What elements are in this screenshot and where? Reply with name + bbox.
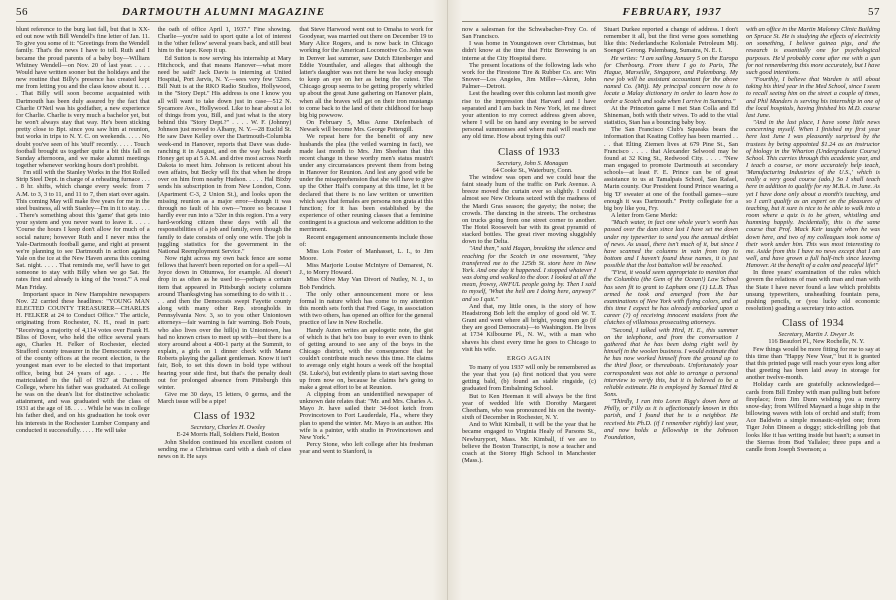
right-column-3 xyxy=(746,26,880,600)
right-columns xyxy=(462,26,880,600)
class-secretary: Secretary, Charles H. Owsley xyxy=(190,424,266,432)
paragraph: Important space in New Hampshire newspapers Nov. 22 carried these headlines: "YOUNG MAN ELECTED COUNTY TREASURER—CHARLES H. FELKER at 24 to Conduct Office." The article, originating from Rochester, N. H., read in part: "Receiving a majority of 4,114 votes over Frank H. Bliss of Dover, who held the office several years ago, Charles H. Felker of Rochester, elected Strafford county treasurer in the Democratic sweep of the county offices at the recent election, is the youngest man ever to be elected to that important office, being but 24 years of age. . . . . He matriculated in the fall of 1927 at Dartmouth College, where his father was graduated. At college he was on the dean's list for distinctive scholastic attainment, and was graduated with the class of 1931 at the age of 18. . . . . While he was in college his father died, and on his graduation he took over his interests in the Rochester Lumber Company and conducted it successfully. . . . . He will take xyxy=(16,290,150,434)
paragraph: He writes: "I am sailing January 5 on the Europa for Cherbourg. From there I go to Paris, The Hague, Marseille, Singapore, and Palembang. My new job will be assistant accountant for the above named Co. (Mij). My principal concern now is to locate a Malay dictionary in order to learn how to order a Scotch and soda when I arrive in Sumatra." xyxy=(604,54,738,105)
paragraph: But to Ken Heeman it will always be the first year of wedded life with Dorothy Margaret Cheetham, who was pronounced his on the twenty-sixth of December in Rochester, N. Y. xyxy=(462,392,596,422)
paragraph: In three years' examination of the rules which govern the relations of man with man and man with the State I have never found a law which prohibits unsung typewriters, unsheathing fountain pens, pushing pencils, or (you lucky old economic resolution) goading a secretary into action. xyxy=(746,269,880,313)
paragraph: "Much water, in fact one whole year's worth has passed over the dam since last I have set me down under my typewriter to send you the annual driblet of news. As usual, there isn't much of it, but since I have scanned the columns in vain from top to bottom and I haven't found these names, it is just possible that the lost battalion will be reached. xyxy=(604,219,738,270)
issue-date: FEBRUARY, 1937 xyxy=(622,6,722,18)
class-secretary: Secretary, John S. Monagan xyxy=(497,159,568,167)
paragraph: Stuart Durkee reported a change of address. I don't remember it all, but the first verse goes something like this: Nederlandsche Koloniale Petroleum Mij. Soengei Gerong. Palembang, Sumatra, N. E. I. xyxy=(604,26,738,55)
class-heading-1932: Class of 1932 xyxy=(193,411,256,423)
paragraph: "And then," said Hagan, breaking the silence and reaching for the Scotch in one movement, "they transferred me to the 125th St. store here in New York. And one day it happened. I stopped whatever I was doing and walked to the door. I looked at all the mean, frowsy, AWFUL people going by. Then I said to myself, 'What the hell am I doing here, anyway?' and so I quit." xyxy=(462,245,596,303)
paragraph: "Second, I talked with Hird, H. E., this summer on the telephone, and from the conversation I gathered that he has been doing right well by himself in the woolen business. I would estimate that he has now worked himself from the ground up to the third floor, or thereabouts. Unfortunately your correspondent was not able to arrange a personal interview to verify this, but it is believed to be a reliable estimate. He is employed by Samuel Hird & Sons. xyxy=(604,326,738,398)
paragraph: To many of you 1937 will only be remembered as the year that you (a) first noticed that you were getting bald, (b) found an stable ringside, (c) graduated from Embalming School. xyxy=(462,364,596,393)
paragraph: The present locations of the following lads who work for the Firestone Tire & Rubber Co. are: Win Snover—Los Angeles, Jim Miller—Akron, John Palmer—Detroit. xyxy=(462,61,596,91)
paragraph: Lest the heading over this column last month give rise to the impression that Harvard and I have separated and I am back in New York, let me direct your attention to my correct address given above, where I will be on hand any evening to be served personal summonses and where mail will reach me any old time. How about trying this out? xyxy=(462,90,596,141)
paragraph: Miss Lois Foster of Manhasset, L. I., to Jim Moore. xyxy=(299,247,434,262)
paragraph: blunt reference to the burg last fall, but that is XX-ed out now with Bill Wendell's fine letter of Jan. 11. To give you some of it: "Greetings from the Wendell family. That's the news I have to tell. Ruth and I became the proud parents of a baby boy—William Whitney Wendell—on Nov. 20 of last year. . . . . Would have written sooner but the holidays and the new routine that Billy's presence has created kept me from letting you and the class know about it. . . . . That Billy will soon become acquainted with Dartmouth has been duly assured by the fact that Charlie O'Neil was his godfather, a new experience for Charlie. Charlie is very much a bachelor yet, but he won't always stay that way. He's been sticking pretty close to Bpt. since you saw him at reunion, but works in trips to N. Y. C. on weekends. . . . . No doubt you've seen of his 'stuff' recently. . . . . Touch football brought us together quite a bit this fall on Sunday afternoons, and we make alumni meetings together whenever working hours don't prohibit. xyxy=(16,26,150,169)
paragraph: Handy Auten writes an apologetic note, the gist of which is that he's too busy to ever even to think of getting around to see any of the boys in the Chicago district, with the consequence that he couldn't contribute much news this time. He claims to average only eight hours a week off the hospital (St. Luke's), but evidently plans to start saving those up from now on, because he claims he's going to make a great effort to be at Reunion. xyxy=(299,326,434,391)
paragraph: with an office in the Martin Maloney Clinic Building on Spruce St. He is studying the effects of electricity on something, I believe guinea pigs, and the research is essentially one for psychological purposes. He'd probably come after me with a gun for not remembering this more accurately, but I have such good intentions. xyxy=(746,26,880,76)
paragraph: now a salesman for the Schwabacher-Frey Co. of San Francisco. xyxy=(462,26,596,41)
paragraph: At the Princeton game I met Stan Colla and Ed Shineman, both with their wives. To add to the vital statistics, Stan has a bouncing baby boy. xyxy=(604,104,738,127)
paragraph: I was home in Youngstown over Christmas, but didn't know at the time that Fritz Browning is an interne at the City Hospital there. xyxy=(462,40,596,62)
paragraph: The window was open and we could hear the faint steady hum of the traffic on Park Avenue. A breeze moved the curtain ever so slightly. I could almost see New Orleans seized with the madness of the Mardi Gras season; the gayety; the noise; the crowds. The dancing in the streets. The orchestras on trucks going from one street corner to another. The Hotel Roosevelt bar with its great pyramid of stacked bottles. The great river moving sluggishly down to the Delta. xyxy=(462,173,596,246)
left-running-head xyxy=(16,6,433,22)
paragraph: Miss Marjorie Louise McIntyre of Demarest, N. J., to Morry Howard. xyxy=(299,262,434,277)
paragraph: We repeat here for the benefit of any new husbands the plea (the veiled warning in fact), we made last month to Mrs. Jim Sheehan that this recent change in these worthy men's status mustn't under any circumstances prevent them from being in Hanover for Reunion. And lest any good wife be under the misapprehension that she will have to give up the Other Half's company at this time, let it be declared that there is no law written or unwritten which says that females are persona non grata at this function; for it has been established by the experience of other reuning classes that a feminine contingent is a gracious and welcome addition to the merriment. xyxy=(299,133,434,234)
class-heading-1933: Class of 1933 xyxy=(498,146,560,158)
right-column-2 xyxy=(604,26,738,600)
paragraph: that Steve Harwood went out to Omaha to work for Goodyear, was married out there on December 19 to Mary Alice Rogers, and is now back in Chicago working for the American Locomotive Co. John was in Denver last summer, saw Dutch Eitenberger and Eddie Younthaler, and alleges that although the latter's daughter was not there he was lucky enough to keep an eye on her as being the cutest. The Chicago group seems to be getting properly whirled up about the great June gathering on Hanover plain, when all the braves will get on their iron mustangs to come back to the land of their childhood for heap big big powwow. xyxy=(299,26,434,119)
paragraph: A letter from Gene Merkt: xyxy=(611,212,678,220)
paragraph: A clipping from an unidentified newspaper of unknown date relates that: "Mr. and Mrs. Charles A. Mayo Jr. have sailed their 34-foot ketch from Provincetown to Fort Lauderdale, Fla., where they plan to spend the winter. Mr. Mayo is an author. His wife is a painter, with studio in Provincetown and New York." xyxy=(299,390,434,441)
paragraph: John Sheldon continued his excellent custom of sending me a Christmas card with a dash of class news on it. He says xyxy=(157,438,292,460)
paragraph: "And in the last place, I have some little news concerning myself. When I finished my first year here last June I was pleasantly surprised by the trustees by being appointed $1.24 as an instructor of biology in the Wharton (Undergraduate Course) School. This carries through this academic year, and I teach a course, or more accurately help teach, 'Manufacturing Industries of the U.S.,' which is really a very good course (ado.) So I shall teach here in addition to qualify for my M.B.A. in June. As yet I have done only about a month's teaching, and so I can't qualify as an expert on the pleasures of teaching, but it sure is nice to be able to walk into a room where a quiz is to be given, whistling and humming happily. Incidentally, this is the same course that Prof. Mack Keir taught when he was down here, and two of my colleagues took some of their work under him. This was most interesting to me. Aside from this I have no news except that I am well, and have grown a full half-inch since leaving Hanover. At the benefit of a calm and peaceful life!" xyxy=(746,119,880,270)
paragraph: Percy Stone, who left college after his freshman year and went to Stanford, is xyxy=(299,441,434,456)
paragraph: The San Francisco Club's Squeaks bears the information that Keating Coffey has been married . . . . that Elting Ziemen lives at 679 Pine St., San Francisco . . . . that Alexander Selwood may be found at 32 King St., Redwood City. . . . . "New man engaged to promote Dartmouth at secondary schools—at least F. E. Prince can be of great assistance to us at Tamalpais School, San Rafael, Marin county. Our President found Prince wearing a big 'D' sweater at one of the football games—sure enough it was Dartmouth." Pretty collegiate for a big boy like you, Fry. xyxy=(604,126,738,212)
class-address: 64 Cooke St., Waterbury, Conn. xyxy=(492,166,573,174)
paragraph: Holiday cards are gratefully acknowledged—cards from Bill Embry with man pulling butt before fireplace; from Jim Dunn wishing you a merry snow-day; from Wilfred Maynard a huge ship in the billowing waves with lots of orchid and stuff; from Ace Baldwin a simple monastic-styled one; from Tiger John Dineen a doggy; stick-drilling job that looks like it has writing inside but hasn't; a sunset in the Sierras from Bud Yallalee; three pups and a candle from Joseph Swenson; a xyxy=(746,381,880,453)
class-secretary: Secretary, Martin J. Dwyer Jr. xyxy=(778,331,855,339)
paragraph: Miss Olive May Van Divort of Nutley, N. J., to Bob Fendrich. xyxy=(299,276,434,291)
paragraph: "First, it would seem appropriate to mention that the Columbia (the Gem of the Ocean!) Law School has seen fit to grant to Lapham one (1) LL.B. Thus armed he took and emerged from the bar examinations of New York with flying colors, and at this time I expect he has already embarked upon a career (?) of receiving innocent maidens from the clutches of villainous prosecuting attorneys. xyxy=(604,269,738,327)
paragraph: On February 5, Miss Anne Diefenbach of Newark will become Mrs. George Pettengill. xyxy=(299,119,434,134)
right-page-number: 57 xyxy=(867,6,880,18)
magazine-title: DARTMOUTH ALUMNI MAGAZINE xyxy=(121,6,326,18)
paragraph: Recent engagement announcements include those of: xyxy=(299,233,434,248)
paragraph: The only other announcement more or less formal in nature which has come to my attention this month sets forth that Fred Gage, in association with two others, has opened an office for the general practice of law in New Rochelle. xyxy=(299,290,434,327)
left-column-3 xyxy=(299,26,433,600)
paragraph: the oath of office April 1, 1937." Fine showing. Charlie—you're said to sport quite a lot of interest in the 'other fellow' several years back, and still beat him to the tape. Keep it up. xyxy=(157,26,292,55)
left-column-2 xyxy=(158,26,292,600)
paragraph: Give me 30 days, 15 letters, 0 germs, and the March issue will be a pipe! xyxy=(157,390,292,406)
right-column-1 xyxy=(462,26,596,600)
right-running-head xyxy=(462,6,880,22)
paragraph: "Thirdly, I ran into Loren Rigg's down here at Philly, or Filly as it is affectionately known in this parish, and I found that he is a neighbor. He received his Ph.D. (if I remember rightly) last year, and now holds a fellowship in the Johnson Foundation, xyxy=(604,398,738,441)
class-heading-1934: Class of 1934 xyxy=(782,318,844,330)
class-address: E-24 Morris Hall, Soldiers Field, Boston xyxy=(176,431,280,439)
left-page-number: 56 xyxy=(16,6,28,18)
class-address: 116 Beaufort Pl., New Rochelle, N. Y. xyxy=(768,338,865,346)
ergo-again-heading: ERGO AGAIN xyxy=(507,354,551,362)
paragraph: Now right across my own back fence are some fellows that haven't been reported on for a spell—Al Joyce down in Ottumwa, for example. Al doesn't drop in as often as he used to—perhaps a certain item that appeared in Pittsburgh society columns around Thanksgiving has something to do with it . . . . and then the Democrats swept Fayette county along with many other Rep. strongholds in Pennsylvania Nov. 3, so to you other Uniontown attorneys—fair warning is fair warning. Bob Fouts, who also lives over the hill(s) in Uniontown, has had no known crises to meet up with—but there is a story around about a 400-1 party at the Summit, to explain, a girls on 1 dinner check with Mame Roberts playing the gallant gentleman. Know it isn't fair, Bob, to set this down in bold type without hearing your side first, but that's the penalty dealt out for prolonged absence from Pittsburgh this winter. xyxy=(157,255,292,391)
paragraph: And that, my little ones, is the story of how Headstrong Bob left the employ of good old W. T. Grant and went where all bright, young men go (if they are good Democrats)—to Washington. He lives at 1734 Kilbourne Pl., N. W., with a man who shaves his chest every time he goes to Chicago to visit his wife. xyxy=(462,302,596,353)
paragraph: Few things would be more fitting for me to say at this time than "Happy New Year," but it is granted that this printed page will reach your eyes long after that greeting has been laid away in storage for another twelve-month. xyxy=(746,345,880,382)
paragraph: And to Whit Kimball, it will be the year that he became engaged to Virginia Healy of Parsons St., Newburyport, Mass. Mr. Kimball, if we are to believe the Boston Transcript, is now a teacher and coach at the Storey High School in Manchester (Mass.). xyxy=(462,421,596,465)
right-page xyxy=(448,0,896,600)
left-column-1 xyxy=(16,26,150,600)
paragraph: I'm still with the Stanley Works in the Hot Rolled Strip Steel Dept. in charge of a reheating furnace . . . . 8 hr. shifts, which change every week: from 7 A.M. to 3, 3 to 11, and 11 to 7, then start over again. This coming May will make five years for me in the steel business, all with Stanley—I'm in it to stay. . . . . There's something about this 'game' that gets into your system and you never want to leave it. . . . . 'Course the hours I keep don't allow for much of a social nature; however Ruth and I never miss the Yale-Dartmouth football game, and right at present we're planning to see Dartmouth in action against Yale on the ice at the New Haven arena this coming Sat. night. . . . . That reminds me, we'll have to get someone to stay with Billy when we go Sat. He rates first and already is king of the 'roost.'" A real Man Friday. xyxy=(16,169,150,291)
left-columns xyxy=(16,26,433,600)
paragraph: Ed Sutton is now serving his internship at Mary Hitchcock, and that means Hanover—what more need be said? Jack Davis is interning at United Hospital, Port Jarvis, N. Y.—sees very few '32ers. Bill Nutt is at the RKO Radio Studios, Hollywood, in the "Story Dept." His address is one I know you all will want to take down just in case—512 N. Sycamore Ave., Hollywood. Like to hear about a lot of things from you, Bill, and just what is the story behind this "Story Dept.?" . . . . W. F. (Johnny) Johnson just moved to Albany, N. Y.—28 Euclid St. He saw Dave Kelley over the Dartmouth-Columbia week-end in Hanover, reports that Dave was dude-ranching it in August, and on the way back made Honey get up at 5 A.M. and drive most across North Dakota to meet him. Johnson is reticent about his own affairs, but Becky will fix that when he drops over on him from nearby Hudson. . . . . Hal Bixby sends his subscription in from New London, Conn. (Apartment C-3, 2 Union St.), and looks upon the missing reunion as a major error—though it was through no fault of his own—"more so because I hardly ever run into a '32er in this region. I'm a very hard-working citizen these days with all the responsibilities of a job and family, even though the family to date consists of only one wife. The job is juggling statistics for the government in the National Reemployment Service." xyxy=(157,54,292,255)
paragraph: "Fourthly, I believe that Warden is still about taking his third year in the Med School, since I seem to recall seeing him on the street a couple of times, and Phil Manders is serving his internship in one of the local hospitals, having finished his M.D. course last June. xyxy=(746,76,880,119)
